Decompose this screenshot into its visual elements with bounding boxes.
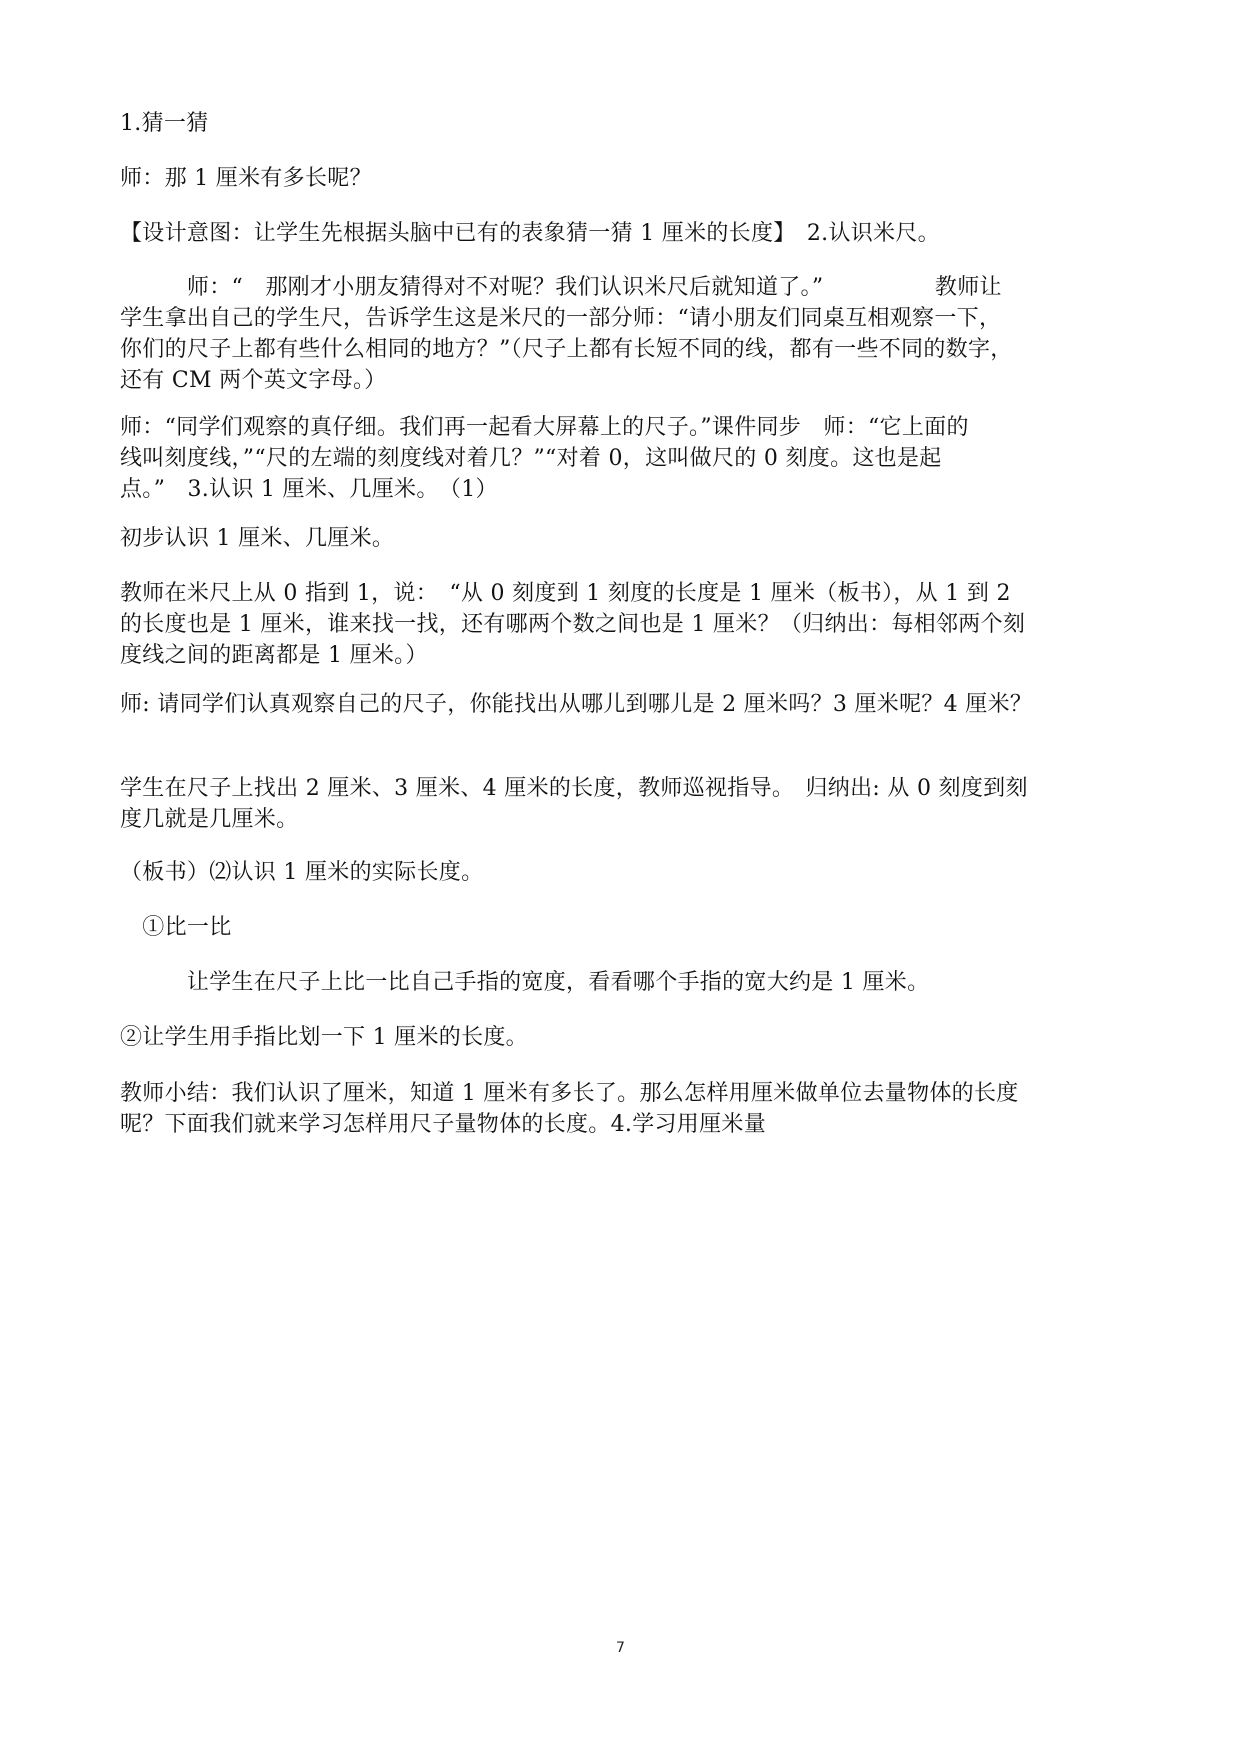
paragraph-teacher-summary [120,1078,1130,1140]
text-line: 度几就是几厘米。 [120,807,299,832]
paragraph-finger-gesture [120,1022,1130,1053]
text-line: 学生拿出自己的学生尺，告诉学生这是米尺的一部分师：“请小朋友们同桌互相观察一下， [120,306,1002,331]
text-line: 还有 CM 两个英文字母。） [120,368,387,393]
paragraph-actual-length [120,857,1130,888]
paragraph-finger-width [120,967,1130,998]
text-line: 师：“ 那刚才小朋友猜得对不对呢？我们认识米尺后就知道了。” 教师让 [120,275,1002,300]
text-line: 的长度也是 1 厘米，谁来找一找，还有哪两个数之间也是 1 厘米？（归纳出：每相邻两个刻 [120,612,1026,637]
page-number: 7 [616,1640,625,1656]
text-line: （板书）⑵认识 1 厘米的实际长度。 [120,860,484,885]
heading-guess [120,108,1130,139]
paragraph-students-find [120,773,1130,835]
text-line: 师: 请同学们认真观察自己的尺子，你能找出从哪儿到哪儿是 2 厘米吗？3 厘米呢？4 厘米？ [120,692,1033,717]
text-line: 师：“同学们观察的真仔细。我们再一起看大屏幕上的尺子。”课件同步 师：“它上面的 [120,415,969,440]
text-line: 1.猜一猜 [120,111,209,136]
paragraph-compare [120,912,1130,943]
text-line: 教师在米尺上从 0 指到 1，说： “从 0 刻度到 1 刻度的长度是 1 厘米（板书），从 1 到 2 [120,581,1011,606]
paragraph-design-intent [120,218,1130,249]
text-line: 让学生在尺子上比一比自己手指的宽度，看看哪个手指的宽大约是 1 厘米。 [120,970,930,995]
paragraph-teacher-question [120,163,1130,194]
paragraph-initial-cm [120,523,1130,554]
text-line: 线叫刻度线，”“尺的左端的刻度线对着几？”“对着 0，这叫做尺的 0 刻度。这也是起 [120,446,942,471]
text-line: 教师小结：我们认识了厘米，知道 1 厘米有多长了。那么怎样用厘米做单位去量物体的长度 [120,1081,1019,1106]
text-line: ②让学生用手指比划一下 1 厘米的长度。 [120,1025,528,1050]
text-line: 【设计意图：让学生先根据头脑中已有的表象猜一猜 1 厘米的长度】 2.认识米尺。 [120,221,940,246]
text-line: 呢？下面我们就来学习怎样用尺子量物体的长度。4.学习用厘米量 [120,1112,766,1137]
text-line: 学生在尺子上找出 2 厘米、3 厘米、4 厘米的长度，教师巡视指导。 归纳出: 从 0 刻度到刻 [120,776,1028,801]
text-line: 点。” 3.认识 1 厘米、几厘米。 （1） [120,477,498,502]
text-line: 初步认识 1 厘米、几厘米。 [120,526,395,551]
text-line: 度线之间的距离都是 1 厘米。） [120,643,428,668]
paragraph-ruler-intro [120,272,1130,396]
text-line: ①比一比 [120,915,232,940]
paragraph-teacher-points [120,578,1130,671]
paragraph-scale-lines [120,412,1130,505]
text-line: 你们的尺子上都有些什么相同的地方？”（尺子上都有长短不同的线，都有一些不同的数字， [120,337,1013,362]
paragraph-observe-ruler [120,689,1130,720]
text-line: 师：那 1 厘米有多长呢？ [120,166,372,191]
